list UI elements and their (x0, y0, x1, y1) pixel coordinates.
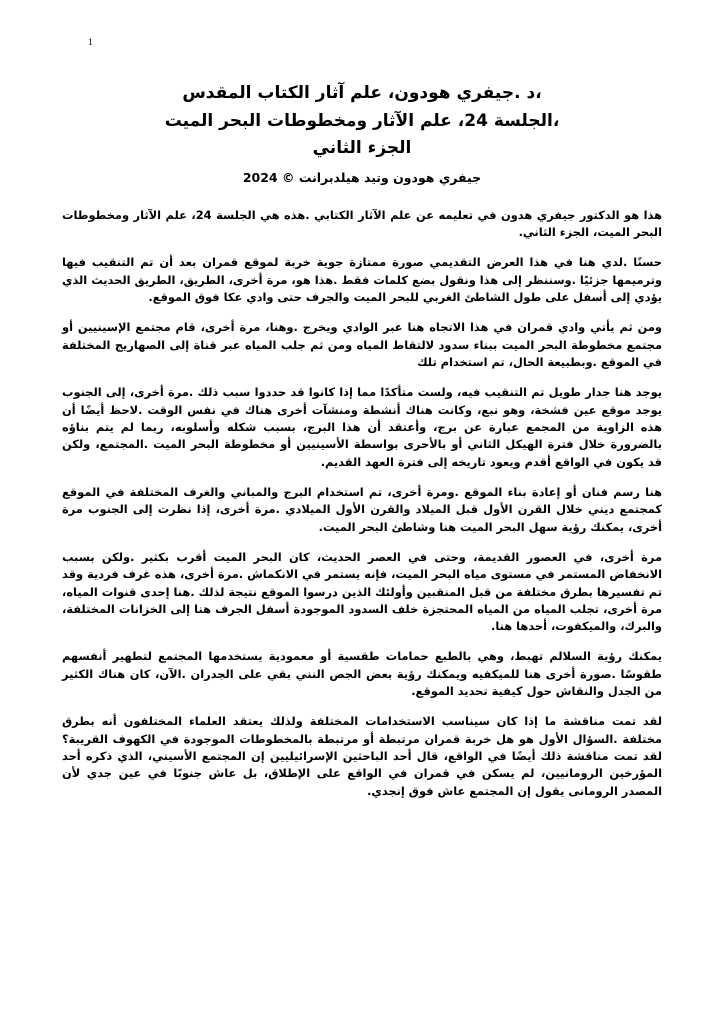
paragraph: هنا رسم فنان أو إعادة بناء الموقع .ومرة أخرى، تم استخدام البرج والمباني والغرف المختلفة في الموقع كمجتمع ديني خلال القرن الأول قبل الميلاد والقرن الأول الميلادي .مرة أخرى، إذا نظرت إلى الجنوب مرة أخرى، يمكنك رؤية سهل البحر الميت هنا وشاطئ البحر الميت. (62, 484, 662, 534)
paragraph: ومن ثم يأتي وادي قمران في هذا الاتجاه هنا عبر الوادي ويخرج .وهنا، مرة أخرى، قام مجتمع الإسينيين أو مجتمع مخطوطة البحر الميت ببناء سدود لالتقاط المياه ومن ثم جلب المياه عبر قناة إلى الصهاريج المختلفة في الموقع .وبطبيعة الحال، تم استخدام تلك (62, 320, 662, 369)
document-title (62, 80, 662, 163)
title-line-2: ،الجلسة 24، علم الآثار ومخطوطات البحر الميت (164, 110, 560, 131)
paragraph: لقد تمت مناقشة ما إذا كان سيناسب الاستخدامات المختلفة ولذلك يعتقد العلماء المختلفون أنه بطرق مختلفة .السؤال الأول هو هل خربة قمران مرتبطة أو مرتبطة بالمخطوطات الموجودة في الكهوف القريبة؟ لقد تمت مناقشة ذلك أيضًا في الواقع، قال أحد الباحثين الإسرائيليين إن المجتمع الأسيني، الذي ذكره أحد المؤرخين الرومانيين، لم يسكن في قمران في الواقع على الإطلاق، بل عاش جنوبًا في عين جدي لأن المصدر الرومانى يقول إن المجتمع عاش فوق إنجدي. (62, 714, 662, 798)
title-line-1: ،د .جيفري هودون، علم آثار الكتاب المقدس (182, 83, 542, 103)
byline-copyright: جيفري هودون وتيد هيلدبرانت © 2024 (242, 169, 482, 185)
paragraph: مرة أخرى، في العصور القديمة، وحتى في العصر الحديث، كان البحر الميت أقرب بكثير .ولكن بسبب الانخفاض المستمر في مستوى مياه البحر الميت، فإنه يستمر في الانكماش .مرة أخرى، هذه غرف فردية وقد تم تفسيرها بطرق مختلفة من قبل المنقبين وأولئك الذين درسوا الموقع نتيجة لذلك .هنا إحدى قنوات المياه، مرة أخرى، تجلب المياه من المياه المحتجزة خلف السدود الموجودة أسفل الجرف هنا إلى الخزانات المختلفة، والبرك، والميكفوت، أحدها هنا. (62, 549, 662, 634)
page-number: 1 (88, 38, 93, 48)
paragraph: حسنًا .لدي هنا في هذا العرض التقديمي صورة ممتازة جوية خربة لموقع قمران بعد أن تم التنقيب فيها وترميمها جزئيًا .وسننظر إلى هذا ونقول بضع كلمات فقط .هذا هو، مرة أخرى، الطريق، الطريق الحديث الذي يؤدي إلى أسفل على طول الشاطئ الغربي للبحر الميت والجرف حتى وادي عكا فوق الموقع. (62, 255, 662, 304)
title-line-3: الجزء الثاني (312, 138, 412, 159)
document-body (62, 207, 662, 801)
paragraph: هذا هو الدكتور جيفري هدون في تعليمه عن علم الآثار الكتابي .هذه هي الجلسة 24، علم الآثار ومخطوطات البحر الميت، الجزء الثاني. (62, 207, 662, 239)
paragraph: يمكنك رؤية السلالم تهبط، وهي بالطبع حمامات طقسية أو معمودية يستخدمها المجتمع لتطهير أنفسهم طقوسًا .صورة أخرى هنا للميكفيه ويمكنك رؤية بعض الجص النني بقي على الجدران .الآن، كان هناك الكثير من الجدل والنقاش حول كيفية تحديد الموقع. (62, 649, 662, 699)
paragraph: يوجد هنا جدار طويل تم التنقيب فيه، ولست متأكدًا مما إذا كانوا قد حددوا سبب ذلك .مرة أخرى، إلى الجنوب يوجد موقع عين فشخة، وهو نبع، وكانت هناك أنشطة ومنشآت أخرى هناك في نفس الوقت .لاحظ أيضًا أن هذه الزاوية من المجمع عبارة عن برج، وأعتقد أن هذا البرج، بسبب شكله وأسلوبه، ربما لم يتم بناؤه بالضرورة خلال فترة الهيكل الثاني أو بالأحرى بواسطة الأسينيين أو مخطوطة البحر الميت .المجتمع، ولكن قد يكون في الواقع أقدم ويعود تاريخه إلى فترة العهد القديم. (62, 385, 662, 469)
